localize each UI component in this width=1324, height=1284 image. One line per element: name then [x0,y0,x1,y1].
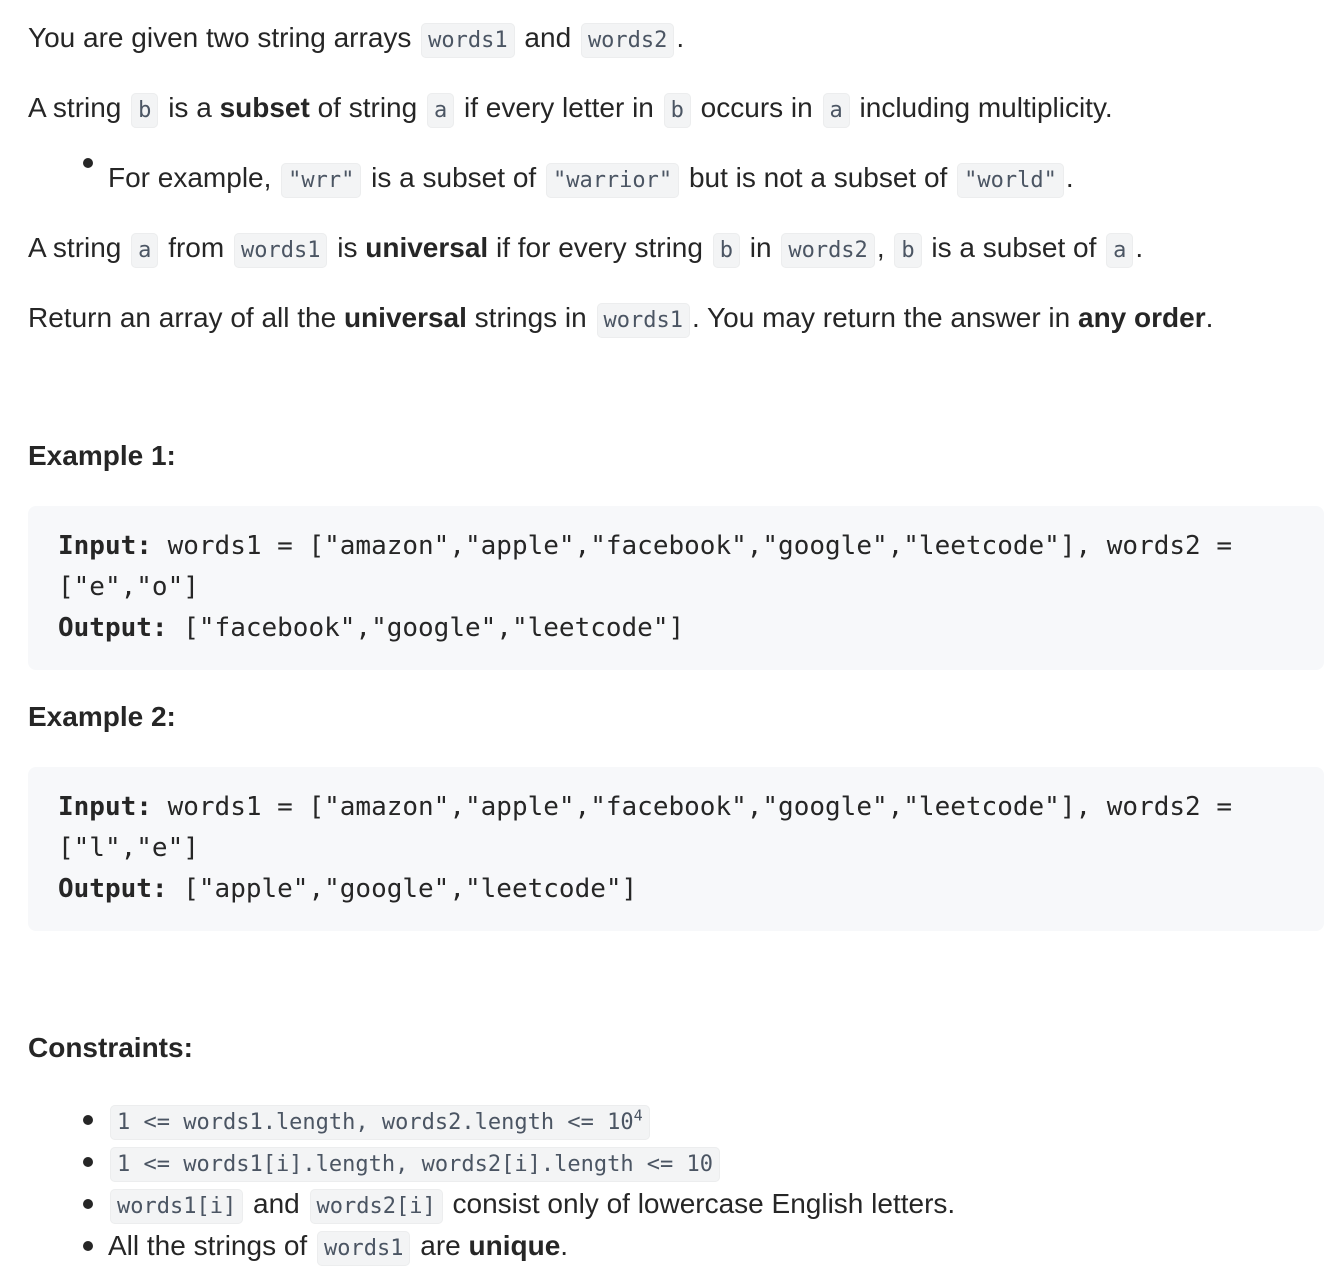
superscript: 4 [633,1106,643,1125]
list-item [28,158,1074,201]
list-item [28,1183,955,1225]
inline-code: a [131,233,158,268]
text: A string [28,232,130,263]
inline-code: words2 [781,233,874,268]
inline-code: a [823,93,850,128]
output-value: ["facebook","google","leetcode"] [167,613,685,643]
inline-code: words1 [234,233,327,268]
inline-code: a [427,93,454,128]
constraints-list [28,1099,955,1267]
input-value: words1 = ["amazon","apple","facebook","google","leetcode"], words2 = [151,792,1233,822]
bold-text: universal [365,232,489,263]
intro-paragraph-1 [28,18,684,61]
text: is a subset of [923,232,1105,263]
bold-text: universal [343,302,467,333]
text: You are given two string arrays [28,22,420,53]
input-value: words1 = ["amazon","apple","facebook","google","leetcode"], words2 = [151,531,1233,561]
text: and [245,1188,308,1219]
inline-code: words1 [597,303,690,338]
text: strings in [466,302,595,333]
list-item [28,1099,955,1141]
list-item [28,1225,955,1267]
inline-code: b [131,93,158,128]
text: A string [28,92,130,123]
inline-code: "world" [957,163,1064,198]
text: if every letter in [456,92,662,123]
bold-text: any order [1078,302,1206,333]
constraints-title: Constraints: [28,1032,193,1063]
input-label: Input: [58,792,152,822]
text: All the strings of [108,1230,315,1261]
text: Return an array of all the [28,302,344,333]
input-value-continued: ["e","o"] [58,572,199,602]
text: occurs in [692,92,821,123]
inline-code: 1 <= words1[i].length, words2[i].length <= 10 [110,1147,720,1182]
text: and [516,22,579,53]
bold-text: unique [468,1230,561,1261]
example-2-title: Example 2: [28,701,176,732]
bold-text: subset [219,92,310,123]
text: . [676,22,685,53]
output-value: ["apple","google","leetcode"] [167,874,638,904]
text: is [329,232,366,263]
inline-code: b [713,233,740,268]
inline-code: "wrr" [281,163,361,198]
text: but is not a subset of [681,162,956,193]
text: if for every string [488,232,711,263]
text: of string [309,92,425,123]
input-value-continued: ["l","e"] [58,833,199,863]
inline-code: words1 [317,1231,410,1266]
constraint-text: 1 <= words1.length, words2.length <= 10 [117,1110,634,1135]
example-1-code-block [28,506,1324,670]
intro-paragraph-3 [28,228,1143,271]
text: . [1065,162,1074,193]
text: is a subset of [363,162,544,193]
example-2-code-block [28,767,1324,931]
example-1-title: Example 1: [28,440,176,471]
inline-code: words1[i] [110,1189,243,1224]
list-item [28,1141,955,1183]
text: . You may return the answer in [692,302,1078,333]
inline-code: a [1106,233,1133,268]
text: For example, [108,162,280,193]
output-label: Output: [58,874,168,904]
inline-code: words1 [421,23,514,58]
inline-code: b [894,233,921,268]
example-bullet-list [28,158,1074,201]
text: are [412,1230,469,1261]
inline-code: words2[i] [310,1189,443,1224]
text: is a [160,92,220,123]
input-label: Input: [58,531,152,561]
text: including multiplicity. [851,92,1113,123]
text: . [1205,302,1214,333]
text: , [876,232,893,263]
text: . [560,1230,569,1261]
inline-code: b [664,93,691,128]
text: consist only of lowercase English letters. [444,1188,956,1219]
inline-code: "warrior" [546,163,679,198]
text: from [160,232,232,263]
text: . [1135,232,1144,263]
inline-code: words2 [581,23,674,58]
intro-paragraph-4 [28,298,1213,341]
text: in [741,232,780,263]
output-label: Output: [58,613,168,643]
inline-code [110,1105,650,1140]
intro-paragraph-2 [28,88,1113,131]
